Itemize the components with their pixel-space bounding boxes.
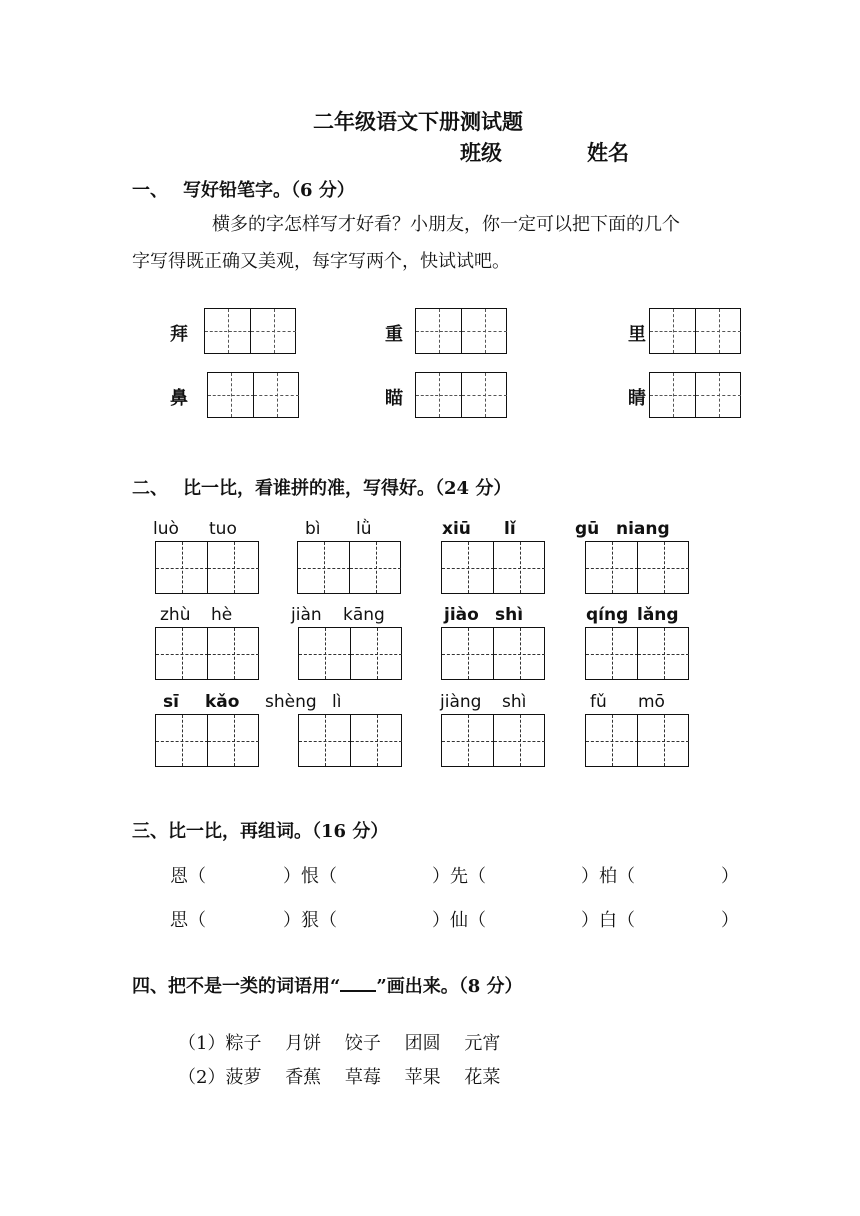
pinyin: lǐ xyxy=(504,519,516,539)
word[interactable]: 饺子 xyxy=(344,1033,381,1054)
char-label: 鼻 xyxy=(170,388,188,409)
section2-number: 二、 xyxy=(132,478,168,499)
writing-grid[interactable] xyxy=(415,372,507,418)
char-label: 拜 xyxy=(170,324,188,345)
writing-grid[interactable] xyxy=(204,308,296,354)
char-label: 睛 xyxy=(628,388,646,409)
word[interactable]: 花菜 xyxy=(464,1067,501,1088)
char-label: 重 xyxy=(385,324,403,345)
pinyin: mō xyxy=(638,692,665,712)
word-group-close: ） xyxy=(721,866,739,887)
pinyin: kāng xyxy=(343,605,385,625)
underline-sample xyxy=(340,976,376,992)
pinyin-writing-grid[interactable] xyxy=(585,627,689,680)
pinyin: gū xyxy=(575,519,600,539)
item-number: （2） xyxy=(178,1067,226,1088)
pinyin: hè xyxy=(211,605,233,625)
pinyin: shì xyxy=(502,692,527,712)
class-label: 班级 xyxy=(460,140,502,165)
word-group-prompt: ）恨（ xyxy=(283,866,337,887)
section1-heading: 写好铅笔字。（6 分） xyxy=(183,180,355,201)
pinyin: niang xyxy=(616,519,670,539)
page-title: 二年级语文下册测试题 xyxy=(313,109,523,134)
pinyin-writing-grid[interactable] xyxy=(298,714,402,767)
pinyin-writing-grid[interactable] xyxy=(155,714,259,767)
pinyin: jiàng xyxy=(440,692,482,712)
pinyin: shì xyxy=(495,605,524,625)
writing-grid[interactable] xyxy=(207,372,299,418)
word-group-close: ） xyxy=(721,910,739,931)
section1-number: 一、 xyxy=(132,180,168,201)
pinyin: zhù xyxy=(160,605,191,625)
pinyin-writing-grid[interactable] xyxy=(155,627,259,680)
pinyin: xiū xyxy=(442,519,471,539)
writing-grid[interactable] xyxy=(415,308,507,354)
item-number: （1） xyxy=(178,1033,226,1054)
pinyin: jiàn xyxy=(291,605,322,625)
section4-heading-end: ”画出来。（8 分） xyxy=(376,976,523,997)
word[interactable]: 元宵 xyxy=(464,1033,501,1054)
writing-grid[interactable] xyxy=(649,308,741,354)
word-group-prompt: ）狠（ xyxy=(283,910,337,931)
pinyin: luò xyxy=(153,519,179,539)
pinyin: shèng xyxy=(265,692,317,712)
pinyin-writing-grid[interactable] xyxy=(297,541,401,594)
writing-grid[interactable] xyxy=(649,372,741,418)
pinyin: fǔ xyxy=(590,692,607,712)
word[interactable]: 月饼 xyxy=(285,1033,322,1054)
section2-heading: 比一比，看谁拼的准，写得好。（24 分） xyxy=(183,478,512,499)
pinyin: bì xyxy=(305,519,321,539)
pinyin: jiào xyxy=(444,605,479,625)
pinyin-writing-grid[interactable] xyxy=(585,714,689,767)
pinyin-writing-grid[interactable] xyxy=(441,714,545,767)
pinyin: sī xyxy=(163,692,179,712)
name-label: 姓名 xyxy=(587,140,629,165)
char-label: 里 xyxy=(628,324,646,345)
pinyin: qíng xyxy=(586,605,629,625)
word[interactable]: 团圆 xyxy=(404,1033,441,1054)
pinyin-writing-grid[interactable] xyxy=(441,541,545,594)
pinyin: lǜ xyxy=(356,519,372,539)
section3-heading: 三、比一比，再组词。（16 分） xyxy=(132,821,389,842)
pinyin-writing-grid[interactable] xyxy=(441,627,545,680)
pinyin: kǎo xyxy=(205,692,240,712)
word-group-prompt: ）白（ xyxy=(581,910,635,931)
word[interactable]: 草莓 xyxy=(344,1067,381,1088)
word-group-prompt: ）柏（ xyxy=(581,866,635,887)
pinyin: tuo xyxy=(209,519,237,539)
section1-instruction-line2: 字写得既正确又美观，每字写两个，快试试吧。 xyxy=(132,251,510,272)
word[interactable]: 菠萝 xyxy=(225,1067,262,1088)
section4-heading xyxy=(132,972,523,998)
list-item xyxy=(178,1063,500,1089)
pinyin-writing-grid[interactable] xyxy=(585,541,689,594)
pinyin-writing-grid[interactable] xyxy=(298,627,402,680)
section4-heading-start: 四、把不是一类的词语用“ xyxy=(132,976,341,997)
section1-instruction-line1: 横多的字怎样写才好看？小朋友，你一定可以把下面的几个 xyxy=(212,214,680,235)
char-label: 瞄 xyxy=(385,388,403,409)
pinyin-writing-grid[interactable] xyxy=(155,541,259,594)
word[interactable]: 苹果 xyxy=(404,1067,441,1088)
word-group-prompt: 思（ xyxy=(170,910,206,931)
pinyin: lǎng xyxy=(637,605,679,625)
word-group-prompt: 恩（ xyxy=(170,866,206,887)
word-group-prompt: ）仙（ xyxy=(432,910,486,931)
pinyin: lì xyxy=(332,692,342,712)
word-group-prompt: ）先（ xyxy=(432,866,486,887)
word[interactable]: 香蕉 xyxy=(285,1067,322,1088)
list-item xyxy=(178,1029,500,1055)
word[interactable]: 粽子 xyxy=(225,1033,262,1054)
